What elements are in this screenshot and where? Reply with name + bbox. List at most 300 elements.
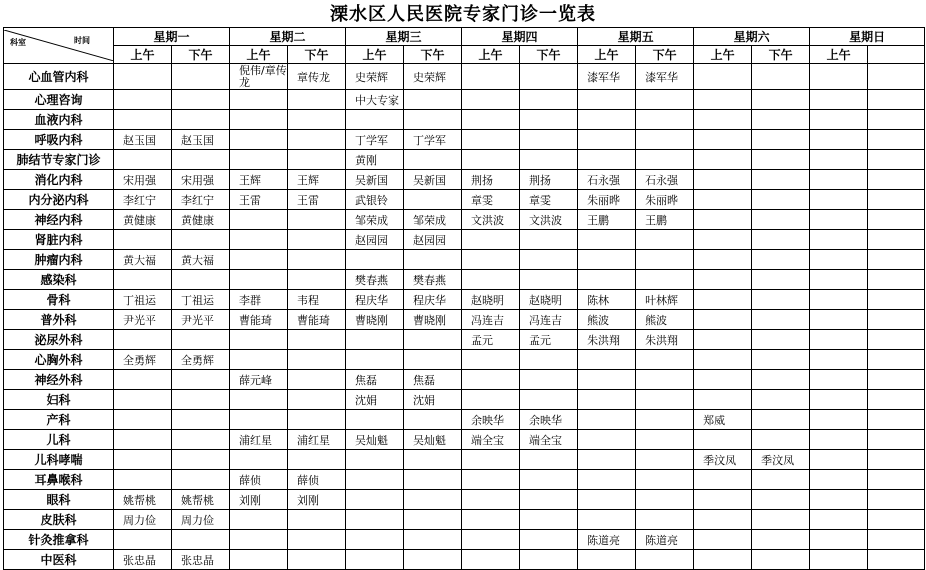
doctor-cell: 孟元: [520, 330, 578, 350]
doctor-cell: [346, 490, 404, 510]
department-label: 消化内科: [4, 170, 114, 190]
doctor-cell: [752, 210, 810, 230]
session-header: 上午: [114, 46, 172, 64]
doctor-cell: [346, 510, 404, 530]
doctor-cell: 黄健康: [114, 210, 172, 230]
doctor-cell: [288, 130, 346, 150]
doctor-cell: [172, 330, 230, 350]
doctor-cell: 朱洪翔: [578, 330, 636, 350]
doctor-cell: 荆扬: [520, 170, 578, 190]
doctor-cell: [636, 110, 694, 130]
doctor-cell: [172, 410, 230, 430]
doctor-cell: [694, 270, 752, 290]
doctor-cell: [752, 170, 810, 190]
doctor-cell: [752, 370, 810, 390]
doctor-cell: 冯连吉: [520, 310, 578, 330]
doctor-cell: [578, 550, 636, 570]
table-row: [4, 130, 925, 150]
doctor-cell: [462, 64, 520, 90]
doctor-cell: [694, 530, 752, 550]
doctor-cell: 陈道亮: [578, 530, 636, 550]
doctor-cell: [752, 250, 810, 270]
doctor-cell: [404, 410, 462, 430]
doctor-cell: 丁祖运: [172, 290, 230, 310]
doctor-cell: 刘刚: [288, 490, 346, 510]
doctor-cell: [636, 470, 694, 490]
doctor-cell: [114, 230, 172, 250]
session-header: [868, 46, 925, 64]
doctor-cell: [172, 150, 230, 170]
doctor-cell: [868, 90, 925, 110]
doctor-cell: [868, 270, 925, 290]
doctor-cell: [868, 210, 925, 230]
doctor-cell: 朱洪翔: [636, 330, 694, 350]
table-row: [4, 510, 925, 530]
doctor-cell: [810, 450, 868, 470]
doctor-cell: [114, 370, 172, 390]
doctor-cell: [230, 450, 288, 470]
session-header: 上午: [578, 46, 636, 64]
doctor-cell: 全勇辉: [172, 350, 230, 370]
doctor-cell: [636, 550, 694, 570]
table-row: [4, 190, 925, 210]
doctor-cell: [520, 550, 578, 570]
table-row: [4, 250, 925, 270]
doctor-cell: [520, 370, 578, 390]
doctor-cell: [694, 470, 752, 490]
doctor-cell: [404, 250, 462, 270]
doctor-cell: [810, 290, 868, 310]
doctor-cell: [114, 470, 172, 490]
doctor-cell: [810, 370, 868, 390]
doctor-cell: [636, 350, 694, 370]
doctor-cell: [114, 390, 172, 410]
doctor-cell: 朱丽晔: [636, 190, 694, 210]
doctor-cell: 焦磊: [346, 370, 404, 390]
doctor-cell: 樊春燕: [346, 270, 404, 290]
doctor-cell: [230, 210, 288, 230]
doctor-cell: [578, 110, 636, 130]
doctor-cell: [578, 430, 636, 450]
doctor-cell: [520, 470, 578, 490]
doctor-cell: [462, 130, 520, 150]
doctor-cell: [868, 490, 925, 510]
doctor-cell: [520, 230, 578, 250]
department-label: 血液内科: [4, 110, 114, 130]
doctor-cell: [114, 530, 172, 550]
doctor-cell: [520, 64, 578, 90]
doctor-cell: [288, 250, 346, 270]
doctor-cell: 浦红星: [230, 430, 288, 450]
doctor-cell: [462, 490, 520, 510]
doctor-cell: [752, 270, 810, 290]
doctor-cell: 周力俭: [114, 510, 172, 530]
doctor-cell: [346, 450, 404, 470]
session-header: 上午: [346, 46, 404, 64]
doctor-cell: [288, 350, 346, 370]
doctor-cell: 赵玉国: [172, 130, 230, 150]
doctor-cell: [810, 110, 868, 130]
doctor-cell: [520, 450, 578, 470]
doctor-cell: [694, 390, 752, 410]
doctor-cell: [752, 490, 810, 510]
doctor-cell: [462, 550, 520, 570]
doctor-cell: 黄大福: [114, 250, 172, 270]
doctor-cell: 季汶凤: [752, 450, 810, 470]
doctor-cell: [810, 310, 868, 330]
doctor-cell: [868, 230, 925, 250]
doctor-cell: [868, 64, 925, 90]
doctor-cell: [114, 450, 172, 470]
doctor-cell: 朱丽晔: [578, 190, 636, 210]
doctor-cell: [694, 90, 752, 110]
department-label: 肿瘤内科: [4, 250, 114, 270]
doctor-cell: [694, 210, 752, 230]
doctor-cell: 薛侦: [230, 470, 288, 490]
table-row: [4, 170, 925, 190]
doctor-cell: [694, 430, 752, 450]
doctor-cell: [694, 64, 752, 90]
doctor-cell: [810, 350, 868, 370]
doctor-cell: 樊春燕: [404, 270, 462, 290]
doctor-cell: [810, 250, 868, 270]
table-row: [4, 330, 925, 350]
doctor-cell: [172, 370, 230, 390]
doctor-cell: [578, 510, 636, 530]
department-label: 普外科: [4, 310, 114, 330]
doctor-cell: [172, 230, 230, 250]
day-header: 星期五: [578, 28, 694, 46]
doctor-cell: [346, 330, 404, 350]
doctor-cell: [636, 490, 694, 510]
doctor-cell: [810, 510, 868, 530]
doctor-cell: [346, 470, 404, 490]
doctor-cell: 石永强: [578, 170, 636, 190]
doctor-cell: [694, 330, 752, 350]
table-row: [4, 390, 925, 410]
day-header: 星期二: [230, 28, 346, 46]
doctor-cell: [636, 230, 694, 250]
doctor-cell: 全勇辉: [114, 350, 172, 370]
doctor-cell: [520, 90, 578, 110]
doctor-cell: [752, 550, 810, 570]
doctor-cell: [868, 250, 925, 270]
doctor-cell: [230, 130, 288, 150]
doctor-cell: [288, 150, 346, 170]
department-label: 心胸外科: [4, 350, 114, 370]
doctor-cell: [752, 390, 810, 410]
doctor-cell: [172, 90, 230, 110]
doctor-cell: [462, 110, 520, 130]
table-row: [4, 550, 925, 570]
department-label: 感染科: [4, 270, 114, 290]
doctor-cell: [404, 550, 462, 570]
doctor-cell: [810, 470, 868, 490]
doctor-cell: [462, 510, 520, 530]
doctor-cell: [636, 270, 694, 290]
doctor-cell: [288, 390, 346, 410]
table-row: [4, 350, 925, 370]
doctor-cell: [810, 190, 868, 210]
doctor-cell: [578, 90, 636, 110]
doctor-cell: [172, 530, 230, 550]
doctor-cell: [462, 530, 520, 550]
table-row: [4, 90, 925, 110]
doctor-cell: [636, 370, 694, 390]
department-label: 肺结节专家门诊: [4, 150, 114, 170]
doctor-cell: [404, 470, 462, 490]
doctor-cell: [752, 410, 810, 430]
session-header: 下午: [172, 46, 230, 64]
doctor-cell: [694, 190, 752, 210]
doctor-cell: [636, 130, 694, 150]
doctor-cell: 黄大福: [172, 250, 230, 270]
corner-dept-label: 科室: [10, 38, 26, 47]
doctor-cell: 刘刚: [230, 490, 288, 510]
doctor-cell: [636, 390, 694, 410]
session-header: 下午: [288, 46, 346, 64]
table-row: [4, 64, 925, 90]
doctor-cell: 史荣辉: [346, 64, 404, 90]
doctor-cell: 陈道亮: [636, 530, 694, 550]
doctor-cell: [288, 410, 346, 430]
day-header: 星期六: [694, 28, 810, 46]
doctor-cell: [868, 290, 925, 310]
department-label: 中医科: [4, 550, 114, 570]
doctor-cell: [288, 90, 346, 110]
doctor-cell: 孟元: [462, 330, 520, 350]
doctor-cell: [810, 230, 868, 250]
doctor-cell: [114, 64, 172, 90]
doctor-cell: [172, 64, 230, 90]
department-label: 肾脏内科: [4, 230, 114, 250]
doctor-cell: 余映华: [462, 410, 520, 430]
doctor-cell: [752, 130, 810, 150]
doctor-cell: [288, 330, 346, 350]
doctor-cell: [694, 350, 752, 370]
doctor-cell: 余映华: [520, 410, 578, 430]
doctor-cell: [114, 110, 172, 130]
doctor-cell: [752, 90, 810, 110]
department-label: 呼吸内科: [4, 130, 114, 150]
day-header-row: [4, 28, 925, 46]
doctor-cell: [172, 390, 230, 410]
department-label: 神经内科: [4, 210, 114, 230]
table-row: [4, 450, 925, 470]
doctor-cell: 赵晓明: [520, 290, 578, 310]
department-label: 心血管内科: [4, 64, 114, 90]
doctor-cell: 熊波: [578, 310, 636, 330]
doctor-cell: [694, 290, 752, 310]
doctor-cell: [694, 510, 752, 530]
session-header: 下午: [404, 46, 462, 64]
day-header: 星期日: [810, 28, 925, 46]
doctor-cell: [752, 530, 810, 550]
doctor-cell: [288, 110, 346, 130]
doctor-cell: [404, 330, 462, 350]
doctor-cell: [868, 370, 925, 390]
doctor-cell: 端全宝: [520, 430, 578, 450]
doctor-cell: [868, 430, 925, 450]
doctor-cell: [288, 550, 346, 570]
doctor-cell: [462, 390, 520, 410]
doctor-cell: [752, 430, 810, 450]
doctor-cell: [172, 450, 230, 470]
department-label: 内分泌内科: [4, 190, 114, 210]
doctor-cell: 赵园园: [404, 230, 462, 250]
doctor-cell: 王雷: [288, 190, 346, 210]
doctor-cell: 丁祖运: [114, 290, 172, 310]
doctor-cell: [404, 490, 462, 510]
doctor-cell: [288, 210, 346, 230]
doctor-cell: [462, 350, 520, 370]
corner-time-label: 时间: [74, 36, 90, 45]
doctor-cell: [752, 110, 810, 130]
doctor-cell: 薛元峰: [230, 370, 288, 390]
doctor-cell: [868, 350, 925, 370]
doctor-cell: 周力俭: [172, 510, 230, 530]
doctor-cell: [636, 250, 694, 270]
session-header: 上午: [694, 46, 752, 64]
department-label: 皮肤科: [4, 510, 114, 530]
doctor-cell: [462, 370, 520, 390]
doctor-cell: 漆军华: [578, 64, 636, 90]
doctor-cell: [694, 230, 752, 250]
doctor-cell: [752, 330, 810, 350]
doctor-cell: [230, 330, 288, 350]
doctor-cell: [404, 350, 462, 370]
doctor-cell: [172, 270, 230, 290]
doctor-cell: [752, 64, 810, 90]
doctor-cell: 宋用强: [114, 170, 172, 190]
doctor-cell: [346, 250, 404, 270]
doctor-cell: 章传龙: [288, 64, 346, 90]
doctor-cell: [462, 90, 520, 110]
doctor-cell: [172, 430, 230, 450]
table-row: [4, 430, 925, 450]
doctor-cell: [404, 530, 462, 550]
doctor-cell: 郑威: [694, 410, 752, 430]
doctor-cell: [346, 350, 404, 370]
doctor-cell: [114, 410, 172, 430]
doctor-cell: [810, 390, 868, 410]
doctor-cell: 李红宁: [172, 190, 230, 210]
doctor-cell: [346, 530, 404, 550]
doctor-cell: [810, 550, 868, 570]
doctor-cell: 陈林: [578, 290, 636, 310]
doctor-cell: [868, 410, 925, 430]
doctor-cell: [462, 450, 520, 470]
doctor-cell: 吴新国: [404, 170, 462, 190]
doctor-cell: [404, 510, 462, 530]
doctor-cell: [288, 530, 346, 550]
doctor-cell: [810, 210, 868, 230]
doctor-cell: 赵园园: [346, 230, 404, 250]
doctor-cell: [694, 490, 752, 510]
table-row: [4, 410, 925, 430]
doctor-cell: [868, 310, 925, 330]
doctor-cell: [230, 510, 288, 530]
doctor-cell: [636, 450, 694, 470]
doctor-cell: 李群: [230, 290, 288, 310]
doctor-cell: [578, 450, 636, 470]
doctor-cell: 程庆华: [346, 290, 404, 310]
doctor-cell: 薛侦: [288, 470, 346, 490]
table-row: [4, 110, 925, 130]
doctor-cell: 叶林辉: [636, 290, 694, 310]
clinic-schedule-table: [3, 27, 925, 570]
doctor-cell: [810, 130, 868, 150]
doctor-cell: [694, 310, 752, 330]
doctor-cell: [230, 550, 288, 570]
doctor-cell: [230, 90, 288, 110]
doctor-cell: 邹荣成: [404, 210, 462, 230]
doctor-cell: 焦磊: [404, 370, 462, 390]
doctor-cell: 季汶凤: [694, 450, 752, 470]
doctor-cell: 文洪波: [462, 210, 520, 230]
doctor-cell: 沈娟: [346, 390, 404, 410]
session-header: 下午: [520, 46, 578, 64]
doctor-cell: 黄健康: [172, 210, 230, 230]
doctor-cell: [810, 170, 868, 190]
doctor-cell: [578, 230, 636, 250]
doctor-cell: [868, 390, 925, 410]
doctor-cell: [868, 150, 925, 170]
doctor-cell: [636, 90, 694, 110]
doctor-cell: [636, 150, 694, 170]
doctor-cell: [810, 410, 868, 430]
doctor-cell: 张忠晶: [172, 550, 230, 570]
doctor-cell: [520, 530, 578, 550]
doctor-cell: [868, 470, 925, 490]
doctor-cell: [578, 490, 636, 510]
doctor-cell: 章雯: [520, 190, 578, 210]
doctor-cell: [520, 130, 578, 150]
doctor-cell: [752, 510, 810, 530]
doctor-cell: [404, 150, 462, 170]
doctor-cell: [810, 270, 868, 290]
doctor-cell: 王鹏: [578, 210, 636, 230]
session-header: 上午: [462, 46, 520, 64]
doctor-cell: [868, 450, 925, 470]
doctor-cell: 沈娟: [404, 390, 462, 410]
doctor-cell: [230, 530, 288, 550]
doctor-cell: 吴新国: [346, 170, 404, 190]
doctor-cell: [752, 230, 810, 250]
doctor-cell: [404, 110, 462, 130]
doctor-cell: 章雯: [462, 190, 520, 210]
doctor-cell: [810, 150, 868, 170]
doctor-cell: 曹能琦: [288, 310, 346, 330]
department-label: 妇科: [4, 390, 114, 410]
doctor-cell: 姚帮桃: [114, 490, 172, 510]
doctor-cell: 王辉: [288, 170, 346, 190]
session-header: 下午: [752, 46, 810, 64]
session-header: 上午: [810, 46, 868, 64]
doctor-cell: [578, 250, 636, 270]
day-header: 星期三: [346, 28, 462, 46]
doctor-cell: [810, 330, 868, 350]
department-label: 耳鼻喉科: [4, 470, 114, 490]
doctor-cell: [288, 450, 346, 470]
doctor-cell: [578, 130, 636, 150]
table-row: [4, 210, 925, 230]
doctor-cell: [578, 410, 636, 430]
table-row: [4, 470, 925, 490]
doctor-cell: [114, 150, 172, 170]
session-header: 上午: [230, 46, 288, 64]
doctor-cell: 石永强: [636, 170, 694, 190]
